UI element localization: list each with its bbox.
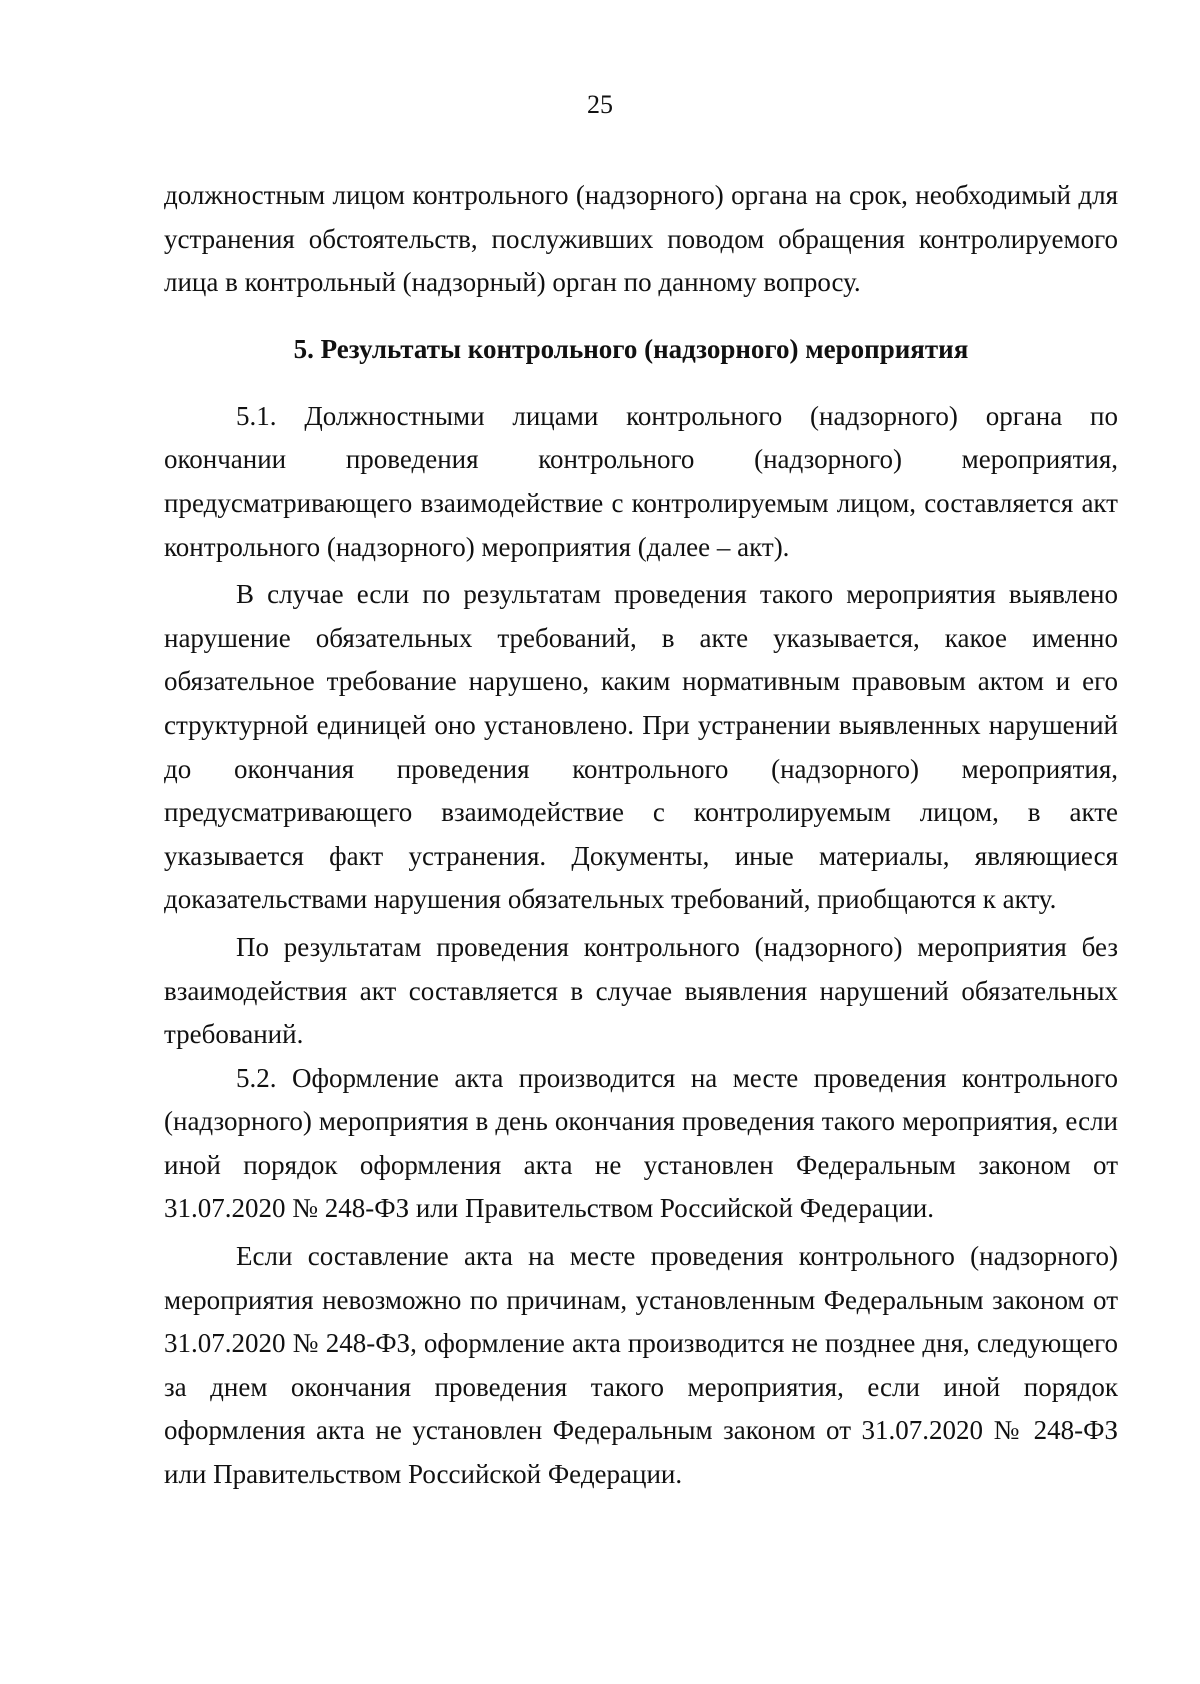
paragraph-violations: В случае если по результатам проведения такого мероприятия выявлено нарушение обязательных требований, в акте указывается, какое именно обязательное требование нарушено, каким нормативным правовым актом и его структурной единицей оно установлено. При устранении выявленных нарушений до окончания проведения контрольного (надзорного) мероприятия, предусматривающего взаимодействие с контролируемым лицом, в акте указывается факт устранения. Документы, иные материалы, являющиеся доказательствами нарушения обязательных требований, приобщаются к акту. [164,579,1118,915]
page-number: 25 [587,90,613,119]
paragraph-act-deadline: Если составление акта на месте проведения контрольного (надзорного) мероприятия невозможно по причинам, установленным Федеральным законом от 31.07.2020 № 248-ФЗ, оформление акта производится не позднее дня, следующего за днем окончания проведения такого мероприятия, если иной порядок оформления акта не установлен Федеральным законом от 31.07.2020 № 248-ФЗ или Правительством Российской Федерации. [164,1241,1118,1490]
document-body [164,174,1118,1497]
paragraph-5-2: 5.2. Оформление акта производится на месте проведения контрольного (надзорного) мероприятия в день окончания проведения такого мероприятия, если иной порядок оформления акта не установлен Федеральным законом от 31.07.2020 № 248-ФЗ или Правительством Российской Федерации. [164,1062,1118,1224]
paragraph-continuation: должностным лицом контрольного (надзорного) органа на срок, необходимый для устранения обстоятельств, послуживших поводом обращения контролируемого лица в контрольный (надзорный) орган по данному вопросу. [164,180,1118,298]
paragraph-5-1: 5.1. Должностными лицами контрольного (надзорного) органа по окончании проведения контрольного (надзорного) мероприятия, предусматривающего взаимодействие с контролируемым лицом, составляется акт контрольного (надзорного) мероприятия (далее – акт). [164,400,1118,562]
paragraph-without-interaction: По результатам проведения контрольного (надзорного) мероприятия без взаимодействия акт составляется в случае выявления нарушений обязательных требований. [164,931,1118,1050]
section-heading: 5. Результаты контрольного (надзорного) мероприятия [293,333,969,364]
